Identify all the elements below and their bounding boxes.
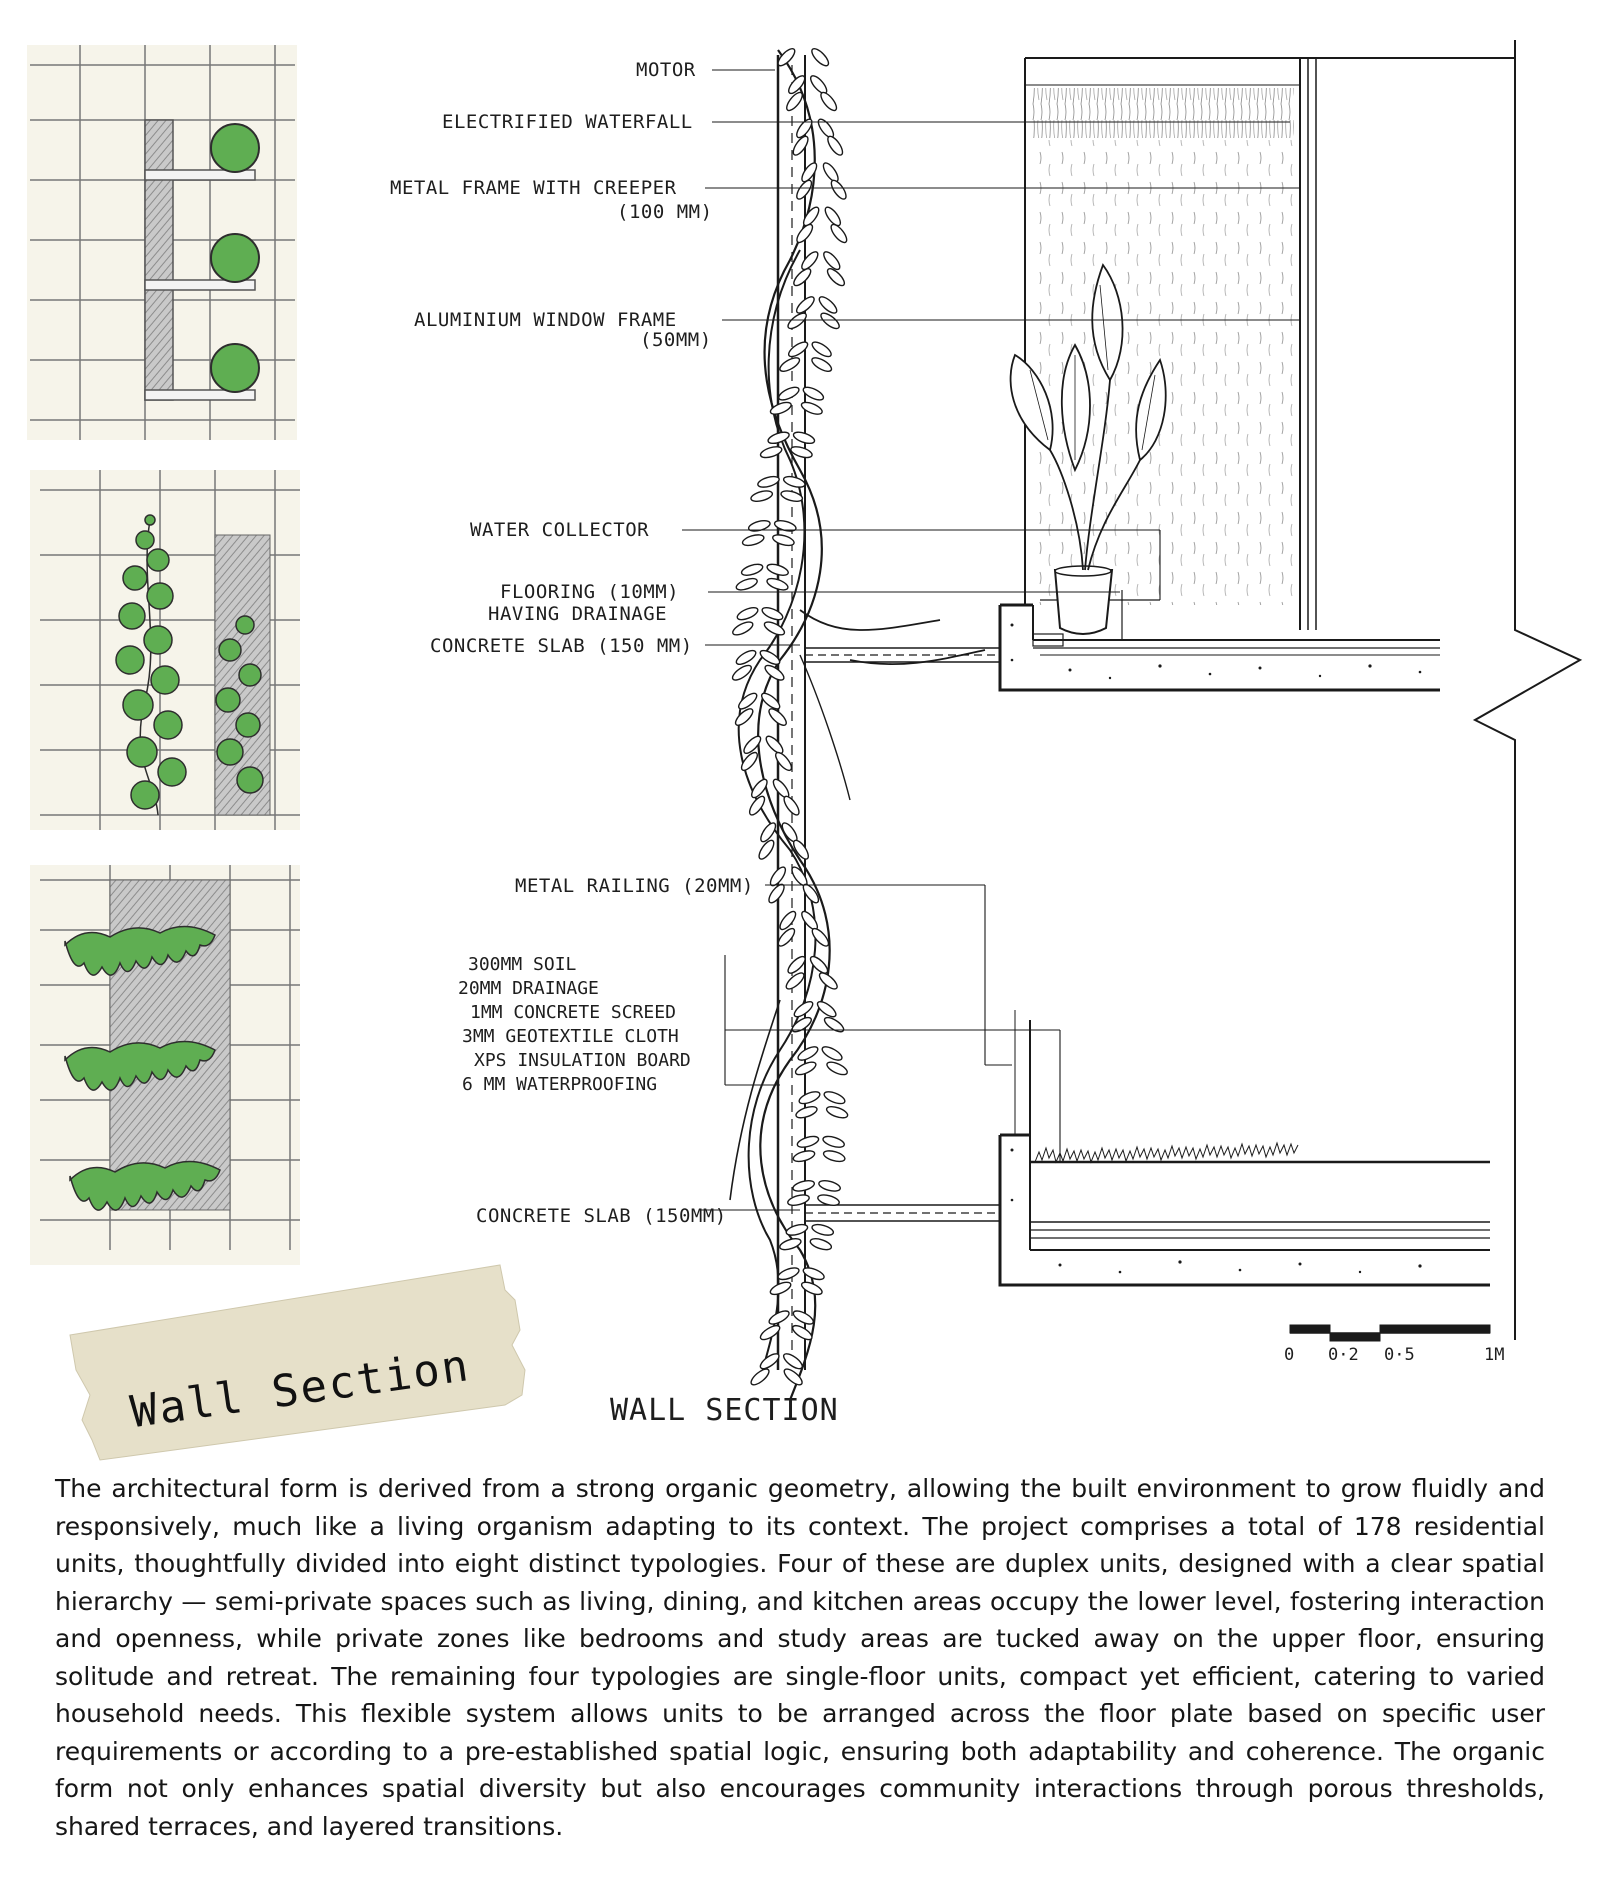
creeper-leaf [818,1179,842,1193]
creeper-leaves [730,46,849,1387]
creeper-leaf [798,1089,822,1106]
creeper-vine [730,50,985,1400]
label-aluminium-frame: ALUMINIUM WINDOW FRAME [414,309,677,331]
creeper-leaf [740,562,764,577]
creeper-leaf [810,355,834,374]
creeper-leaf [734,648,757,667]
creeper-leaf [808,73,829,96]
creeper-leaf [759,445,783,460]
creeper-leaf [731,619,755,637]
thumbnail-balcony-planters [30,45,295,440]
scale-bar-ticks [1284,1345,1504,1365]
creeper-leaf [821,161,841,184]
creeper-leaf [777,385,801,403]
creeper-leaf [778,355,802,374]
creeper-leaf [811,1222,835,1237]
creeper-leaf [784,970,807,991]
creeper-leaf [736,605,760,622]
creeper-leaf [825,1104,849,1120]
waterfall-drips [1032,88,1294,138]
creeper-leaf [809,1237,833,1252]
creeper-leaf [823,1089,847,1106]
label-metal-railing: METAL RAILING (20MM) [515,875,754,897]
scale-bar [1290,1325,1490,1341]
planter-shrub-icon [211,344,259,392]
creeper-leaf [735,576,759,592]
project-description: The architectural form is derived from a strong organic geometry, allowing the built environment to grow fluidly and responsively, much like a living organism adapting to its context. The project comprises a total of 178 residential units, thoughtfully divided into eight distinct typologies. Four of these are duplex units, designed with a clear spatial hierarchy — semi-private spaces such as living, dining, and kitchen areas occupy the lower level, fostering interaction and openness, while private zones like bedrooms and study areas are tucked away on the upper floor, ensuring solitude and retreat. The remaining four typologies are single-floor units, compact yet efficient, catering to varied household needs. This flexible system allows units to be arranged across the floor plate based on specific user requirements or according to a pre-established spatial logic, ensuring both adaptability and coherence. The organic form not only enhances spatial diversity but also encourages community interactions through porous thresholds, shared terraces, and layered transitions. [55,1474,1545,1841]
creeper-leaf [741,533,765,548]
creeper-leaf [773,750,794,773]
creeper-leaf [787,339,810,359]
creeper-leaf [829,178,849,201]
label-concrete-slab-upper: CONCRETE SLAB (150 MM) [430,635,693,657]
label-waterproofing: 6 MM WATERPROOFING [462,1074,658,1095]
creeper-leaf [809,46,831,68]
planter-shrub-icon [211,124,259,172]
label-metal-frame-size: (100 MM) [617,201,713,223]
creeper-leaf [796,1134,820,1149]
label-screed: 1MM CONCRETE SCREED [470,1002,676,1023]
creeper-leaf [769,1280,793,1297]
creeper-leaf [736,691,759,712]
creeper-leaf [763,619,787,637]
creeper-leaf [822,1134,846,1149]
creeper-leaf [784,90,805,113]
label-electrified-waterfall: ELECTRIFIED WATERFALL [442,111,693,133]
creeper-leaf [825,134,845,157]
label-drainage: 20MM DRAINAGE [458,978,599,999]
creeper-leaf [816,117,836,140]
creeper-leaf [818,90,839,113]
label-concrete-slab-lower: CONCRETE SLAB (150MM) [476,1205,727,1227]
creeper-leaf [766,562,790,577]
creeper-leaf [819,311,842,332]
creeper-leaf [822,1149,846,1164]
wall-section-drawing [682,40,1580,1400]
creeper-leaf [761,605,785,622]
label-flooring-drainage: HAVING DRAINAGE [488,603,668,625]
creeper-leaf [795,1104,819,1120]
creeper-leaf [781,1351,804,1371]
creeper-leaf [749,1366,772,1387]
scale-tick: 0·5 [1384,1345,1415,1365]
label-soil: 300MM SOIL [468,954,577,975]
creeper-leaf [763,663,786,683]
creeper-leaf [792,430,816,446]
tape-label-text: Wall Section [127,1340,474,1439]
creeper-leaf [750,489,774,503]
scale-tick: 0·2 [1328,1345,1359,1365]
creeper-leaf [748,519,772,533]
thumbnail-hanging-greens [40,865,300,1250]
label-metal-frame: METAL FRAME WITH CREEPER [390,177,677,199]
creeper-leaf [825,1060,849,1077]
planter-shrub-icon [211,234,259,282]
creeper-leaf [810,339,833,359]
label-motor: MOTOR [636,59,696,81]
label-xps: XPS INSULATION BOARD [474,1050,691,1071]
creeper-leaf [822,1015,845,1035]
creeper-leaf [791,1323,814,1342]
creeper-leaf [800,400,824,417]
creeper-leaf [733,706,755,728]
creeper-leaf [772,533,796,548]
lawn-grass [1035,1143,1298,1162]
creeper-leaf [817,294,839,315]
creeper-leaf [820,1044,844,1063]
label-flooring: FLOORING (10MM) [500,581,680,603]
creeper-leaf [764,734,786,756]
creeper-leaf [792,1149,816,1164]
creeper-leaf [756,838,776,861]
scale-tick: 1M [1484,1345,1505,1365]
label-geotextile: 3MM GEOTEXTILE CLOTH [462,1026,679,1047]
label-aluminium-frame-size: (50MM) [640,329,712,351]
creeper-leaf [777,909,798,932]
label-water-collector: WATER COLLECTOR [470,519,650,541]
thumbnail-vine-growth [40,470,300,830]
creeper-leaf [792,1179,816,1193]
scale-tick: 0 [1284,1345,1295,1365]
tape-label [70,1265,525,1460]
annotation-labels [390,59,754,1227]
drawing-title: WALL SECTION [610,1393,839,1428]
creeper-leaf [791,1308,815,1326]
creeper-leaf [777,1266,801,1282]
